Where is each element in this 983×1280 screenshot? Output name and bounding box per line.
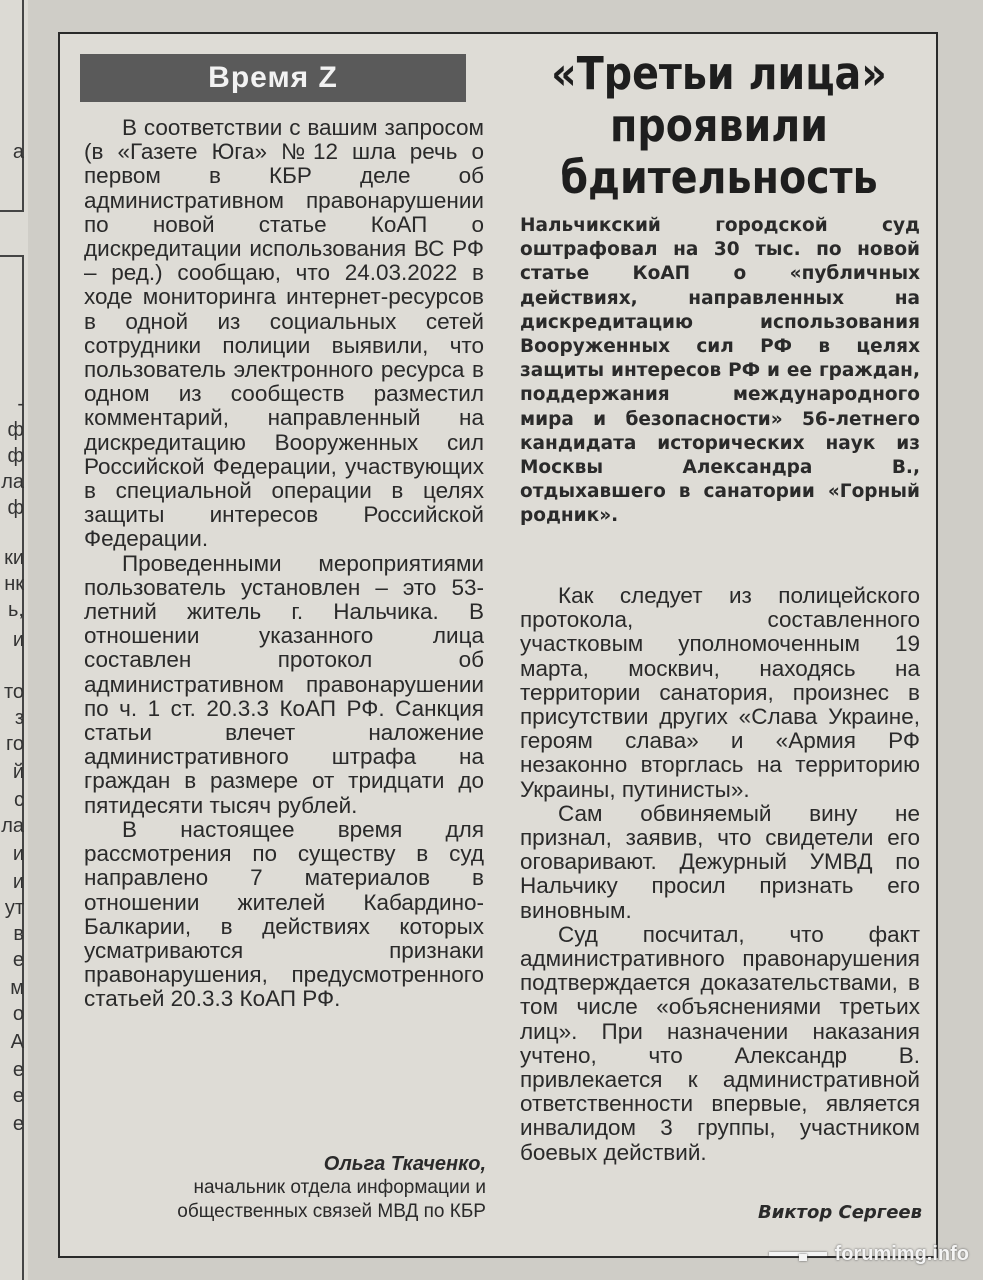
author-title: начальник отдела информации и [193, 1177, 486, 1198]
strip-text: м [10, 977, 24, 999]
watermark-text: forumimg.info [834, 1243, 969, 1265]
strip-text: го [6, 733, 24, 755]
strip-text: е [12, 1113, 24, 1135]
right-article-signature: Виктор Сергеев [757, 1202, 922, 1223]
strip-text: з [14, 707, 24, 729]
title-line: проявили [610, 99, 828, 152]
article-paragraph: В соответствии с вашим запросом (в «Газете Юга» №12 шла речь о первом в КБР деле об административном правонарушении по новой статье КоАП о дискредитации использования ВС РФ – ред.) сообщаю, что 24.03.2022 в ходе мониторинга интернет-ресурсов в одной из социальных сетей сотрудники полиции выявили, что пользователь электронного ресурса в одном из сообществ разместил комментарий, направленный на дискредитацию Вооруженных сил Российской Федерации, участвующих в специальной операции в целях защиты интересов Российской Федерации. [84, 115, 484, 552]
article-paragraph: Как следует из полицейского протокола, составленного участковым уполномоченным 19 марта, москвич, находясь на территории санатория, произнес в присутствии других «Слава Украине, героям слава» и «Армия РФ незаконно вторглась на территорию Украины, путинисты». [520, 583, 920, 802]
strip-text: ла [1, 471, 24, 493]
watermark [769, 1243, 969, 1266]
section-heading-text: Время Z [208, 61, 338, 94]
article-paragraph: Сам обвиняемый вину не признал, заявив, что свидетели его оговаривают. Дежурный УМВД по Нальчику просил признать его виновным. [520, 800, 920, 923]
strip-text: ут [4, 897, 24, 919]
section-heading [80, 54, 466, 102]
strip-text: е [12, 949, 24, 971]
adjacent-box-top [0, 0, 24, 212]
strip-text: нк [4, 573, 24, 595]
strip-text: й [12, 761, 24, 783]
rifle-icon [769, 1249, 827, 1261]
article-paragraph: В настоящее время для рассмотрения по существу в суд направлено 7 материалов в отношении жителей Кабардино-Балкарии, в действиях которых усматриваются признаки правонарушения, предусмотренного статьей 20.3.3 КоАП РФ. [84, 816, 484, 1012]
strip-text: ь, [8, 599, 24, 621]
title-line: «Третьи лица» [551, 47, 887, 100]
strip-text: и [12, 629, 24, 651]
strip-text: а [12, 141, 24, 163]
strip-text: то [3, 681, 24, 703]
strip-text: и [12, 843, 24, 865]
strip-text: в [13, 923, 24, 945]
adjacent-column-strip [0, 0, 28, 1280]
strip-text: ф [7, 419, 24, 441]
strip-text: е [12, 1085, 24, 1107]
strip-text: - [17, 393, 24, 415]
right-article-title [530, 48, 908, 204]
right-article-lead: Нальчикский городской суд оштрафовал на 30 тыс. по новой статье КоАП о «публичных действиях, направленных на дискредитацию использования Вооруженных сил РФ в целях защиты интересов РФ и ее граждан, поддержания международного мира и безопасности» 56-летнего кандидата исторических наук из Москвы Александра В., отдыхавшего в санатории «Горный родник». [520, 215, 920, 527]
article-frame [58, 32, 938, 1258]
strip-text: и [12, 871, 24, 893]
left-article-body [84, 116, 484, 1012]
strip-text: А [10, 1031, 24, 1053]
strip-text: о [12, 1003, 24, 1025]
strip-text: ки [4, 547, 24, 569]
strip-text: е [12, 1059, 24, 1081]
author-title: общественных связей МВД по КБР [177, 1201, 486, 1222]
strip-text: с [14, 789, 24, 811]
left-article-signature [90, 1152, 486, 1224]
strip-text: ф [7, 497, 24, 519]
article-paragraph: Суд посчитал, что факт административного правонарушения подтверждается доказательствами, в том числе «объяснениями третьих лиц». При назначении наказания учтено, что Александр В. привлекается к административной ответственности впервые, является инвалидом 3 группы, участником боевых действий. [520, 921, 920, 1165]
right-article-body [520, 584, 920, 1165]
article-paragraph: Проведенными мероприятиями пользователь установлен – это 53-летний житель г. Нальчика. В отношении указанного лица составлен протокол об административном правонарушении по ч. 1 ст. 20.3.3 КоАП РФ. Санкция статьи влечет наложение административного штрафа на граждан в размере от тридцати до пятидесяти тысяч рублей. [84, 550, 484, 818]
strip-text: ла [1, 815, 24, 837]
strip-text: ф [7, 445, 24, 467]
author-name: Ольга Ткаченко, [323, 1153, 486, 1175]
title-line: бдительность [560, 151, 878, 204]
